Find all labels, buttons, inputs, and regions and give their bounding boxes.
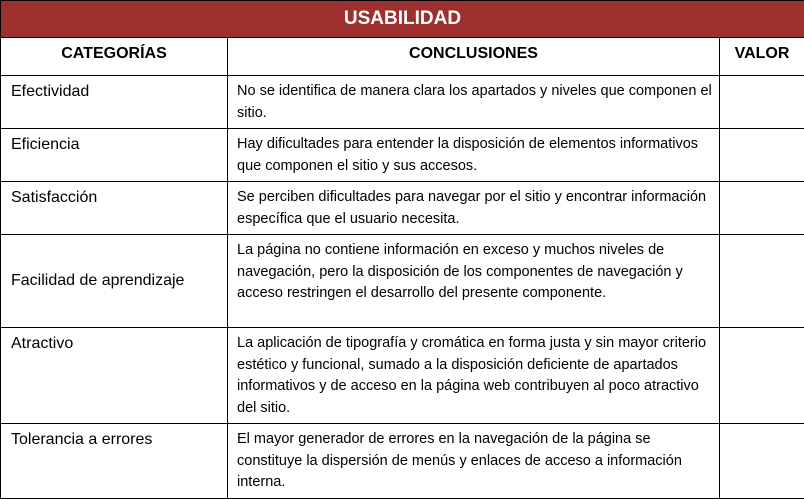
conclusion-cell: El mayor generador de errores en la navegación de la página se constituye la dispersión de menús y enlaces de acceso a información interna.: [228, 424, 720, 499]
header-row: [1, 38, 804, 76]
value-cell: [720, 76, 804, 129]
value-cell: [720, 235, 804, 328]
table-row: [1, 328, 804, 424]
category-cell: Atractivo: [1, 328, 228, 424]
value-cell: [720, 182, 804, 235]
title-row: [1, 1, 804, 38]
conclusion-cell: No se identifica de manera clara los apartados y niveles que componen el sitio.: [228, 76, 720, 129]
value-cell: [720, 424, 804, 499]
category-cell: Efectividad: [1, 76, 228, 129]
table-title: USABILIDAD: [1, 1, 804, 38]
table-row: [1, 76, 804, 129]
conclusion-cell: La página no contiene información en exceso y muchos niveles de navegación, pero la disposición de los componentes de navegación y acceso restringen el desarrollo del presente componente.: [228, 235, 720, 328]
header-conclusions: CONCLUSIONES: [228, 38, 720, 76]
category-cell: Eficiencia: [1, 129, 228, 182]
table-row: [1, 129, 804, 182]
value-cell: [720, 328, 804, 424]
category-cell: Tolerancia a errores: [1, 424, 228, 499]
conclusion-cell: Hay dificultades para entender la disposición de elementos informativos que componen el sitio y sus accesos.: [228, 129, 720, 182]
conclusion-cell: La aplicación de tipografía y cromática en forma justa y sin mayor criterio estético y funcional, sumado a la disposición deficiente de apartados informativos y de acceso en la página web contribuyen al poco atractivo del sitio.: [228, 328, 720, 424]
header-value: VALOR: [720, 38, 804, 76]
table-row: [1, 235, 804, 328]
conclusion-cell: Se perciben dificultades para navegar por el sitio y encontrar información específica que el usuario necesita.: [228, 182, 720, 235]
table-row: [1, 424, 804, 499]
category-cell: Facilidad de aprendizaje: [1, 235, 228, 328]
category-cell: Satisfacción: [1, 182, 228, 235]
table-row: [1, 182, 804, 235]
value-cell: [720, 129, 804, 182]
header-categories: CATEGORÍAS: [1, 38, 228, 76]
